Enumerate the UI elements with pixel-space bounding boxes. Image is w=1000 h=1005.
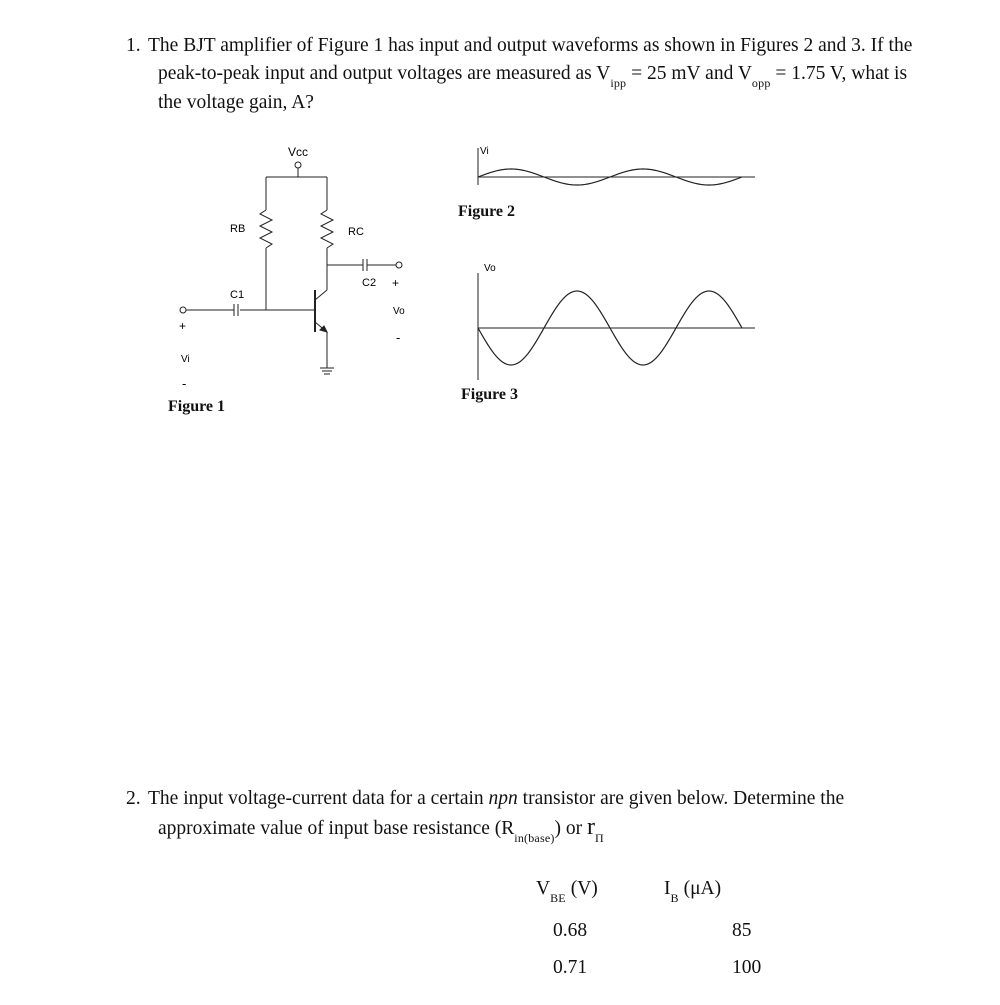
q2-text-b: transistor are given below. Determine the — [517, 788, 845, 809]
vcc-label: Vcc — [288, 145, 309, 159]
figure-1-circuit — [160, 140, 420, 390]
q2-text-d: ) or — [554, 818, 588, 839]
question-1-line-2 — [126, 60, 986, 89]
figure-3-axis-label: Vo — [484, 263, 496, 274]
q1-text-c: = 1.75 V, what is — [770, 63, 908, 84]
question-2 — [126, 785, 986, 844]
figure-2-waveform — [470, 140, 770, 200]
c1-label: C1 — [230, 289, 245, 301]
rc-label: RC — [348, 226, 364, 238]
figure-2-caption: Figure 2 — [458, 203, 516, 220]
q2-text-c: approximate value of input base resistance (R — [158, 818, 515, 839]
vipp-subscript: ipp — [610, 76, 627, 90]
pi-subscript: Π — [595, 831, 604, 845]
npn-term: npn — [488, 788, 518, 809]
ib-unit: (μA) — [678, 878, 722, 899]
table-header-ib — [664, 878, 722, 905]
rb-resistor — [260, 210, 272, 248]
c2-label: C2 — [362, 277, 377, 289]
q1-text-a: peak-to-peak input and output voltages are measured as V — [158, 63, 611, 84]
rc-resistor — [321, 210, 333, 248]
figure-3-caption: Figure 3 — [461, 386, 519, 403]
vi-plus: + — [179, 319, 187, 333]
q2-text-a: The input voltage-current data for a certain — [148, 788, 489, 809]
question-2-line-1 — [126, 785, 986, 813]
question-2-line-2 — [126, 813, 986, 844]
vbe-unit: (V) — [565, 878, 598, 899]
rb-label: RB — [230, 223, 246, 235]
vi-minus: - — [182, 376, 187, 390]
table-cell-ib-1: 100 — [732, 957, 762, 978]
question-2-number: 2. — [126, 788, 141, 809]
table-cell-vbe-1: 0.71 — [553, 957, 588, 978]
figure-3-waveform — [470, 255, 770, 385]
vopp-subscript: opp — [751, 76, 771, 90]
figure-1-caption: Figure 1 — [168, 398, 226, 415]
question-1 — [126, 32, 986, 117]
vbe-subscript: BE — [550, 891, 566, 905]
vbe-main: V — [536, 878, 551, 899]
ib-subscript: B — [670, 891, 679, 905]
vi-terminal — [180, 307, 186, 313]
vo-plus: + — [392, 276, 400, 290]
rin-subscript: in(base) — [514, 831, 555, 845]
vo-terminal — [396, 262, 402, 268]
vo-minus: - — [396, 330, 401, 345]
vo-label: Vo — [393, 306, 405, 317]
question-1-number: 1. — [126, 35, 141, 56]
r-pi-symbol: r — [587, 814, 596, 840]
vcc-terminal — [295, 162, 301, 168]
question-1-line-1: The BJT amplifier of Figure 1 has input and output waveforms as shown in Figures 2 and 3. If the — [148, 35, 913, 56]
table-header-vbe — [536, 878, 598, 905]
table-cell-vbe-0: 0.68 — [553, 920, 588, 941]
vi-label: Vi — [181, 354, 190, 365]
table-cell-ib-0: 85 — [732, 920, 752, 941]
q1-text-b: = 25 mV and V — [626, 63, 752, 84]
question-1-line-3: the voltage gain, A? — [158, 92, 314, 113]
figure-2-axis-label: Vi — [480, 146, 489, 157]
ib-main: I — [664, 878, 671, 899]
